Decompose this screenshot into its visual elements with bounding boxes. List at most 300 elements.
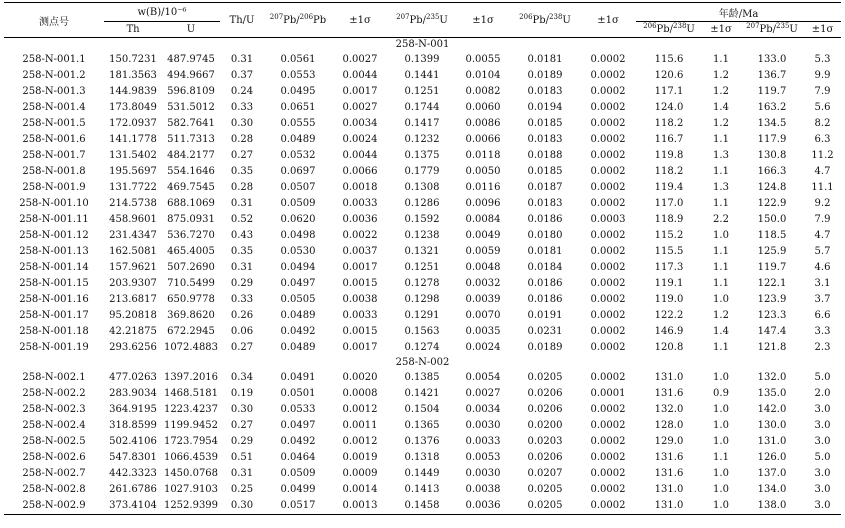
table-cell: 0.0207 bbox=[527, 468, 563, 479]
table-cell: 195.5697 bbox=[109, 166, 157, 177]
table-row bbox=[4, 100, 841, 116]
spot-id-cell: 258-N-001.11 bbox=[19, 214, 89, 225]
table-cell: 0.0035 bbox=[465, 326, 501, 337]
table-cell: 0.0002 bbox=[590, 484, 626, 495]
table-cell: 369.8620 bbox=[167, 310, 215, 321]
table-cell: 0.0187 bbox=[527, 182, 563, 193]
table-cell: 1.2 bbox=[713, 310, 729, 321]
table-cell: 0.0033 bbox=[465, 436, 501, 447]
table-cell: 0.0002 bbox=[590, 198, 626, 209]
table-cell: 119.1 bbox=[654, 278, 684, 289]
table-cell: 0.28 bbox=[230, 182, 254, 193]
table-cell: 0.43 bbox=[230, 230, 254, 241]
table-cell: 1.0 bbox=[713, 436, 729, 447]
table-cell: 163.2 bbox=[757, 102, 787, 113]
table-cell: 7.9 bbox=[814, 86, 831, 97]
table-cell: 502.4106 bbox=[109, 436, 157, 447]
table-cell: 0.0015 bbox=[342, 278, 378, 289]
table-row bbox=[4, 164, 841, 180]
table-cell: 293.6256 bbox=[109, 342, 157, 353]
table-cell: 318.8599 bbox=[109, 420, 157, 431]
table-cell: 0.0116 bbox=[465, 182, 501, 193]
table-row bbox=[4, 402, 841, 418]
spot-id-cell: 258-N-002.8 bbox=[22, 484, 86, 495]
table-cell: 1723.7954 bbox=[163, 436, 219, 447]
table-cell: 0.0038 bbox=[342, 294, 378, 305]
table-cell: 3.0 bbox=[814, 436, 831, 447]
table-cell: 0.0027 bbox=[342, 54, 378, 65]
table-cell: 0.25 bbox=[230, 484, 254, 495]
table-cell: 0.0002 bbox=[590, 500, 626, 511]
table-cell: 133.0 bbox=[757, 54, 787, 65]
table-row bbox=[4, 68, 841, 84]
table-cell: 0.0024 bbox=[342, 134, 378, 145]
table-cell: 4.7 bbox=[814, 166, 831, 177]
spot-id-cell: 258-N-001.6 bbox=[22, 134, 86, 145]
table-cell: 0.0497 bbox=[280, 420, 316, 431]
table-cell: 4.7 bbox=[814, 230, 831, 241]
table-cell: 0.0489 bbox=[280, 134, 316, 145]
table-cell: 0.0017 bbox=[342, 342, 378, 353]
table-row bbox=[4, 450, 841, 466]
table-cell: 0.1232 bbox=[404, 134, 440, 145]
table-cell: 1.4 bbox=[713, 102, 729, 113]
table-cell: 172.0937 bbox=[109, 118, 157, 129]
table-cell: 650.9778 bbox=[167, 294, 215, 305]
table-cell: 134.0 bbox=[757, 484, 787, 495]
table-cell: 3.0 bbox=[814, 404, 831, 415]
table-cell: 0.0499 bbox=[280, 484, 316, 495]
table-cell: 0.0507 bbox=[280, 182, 316, 193]
header-age-error-2: ±1σ bbox=[811, 24, 834, 35]
table-cell: 1.2 bbox=[713, 118, 729, 129]
table-cell: 554.1646 bbox=[167, 166, 215, 177]
table-cell: 121.8 bbox=[757, 342, 787, 353]
table-cell: 157.9621 bbox=[109, 262, 157, 273]
table-cell: 2.2 bbox=[713, 214, 729, 225]
spot-id-cell: 258-N-002.6 bbox=[22, 452, 86, 463]
table-cell: 0.52 bbox=[230, 214, 254, 225]
header-pb207-u235: $^{207}$Pb/$^{235}$U bbox=[396, 12, 448, 26]
table-cell: 141.1778 bbox=[109, 134, 157, 145]
table-cell: 4.6 bbox=[814, 262, 831, 273]
table-cell: 0.1385 bbox=[404, 372, 440, 383]
table-cell: 0.0186 bbox=[527, 278, 563, 289]
table-cell: 1.1 bbox=[713, 198, 729, 209]
table-cell: 507.2690 bbox=[167, 262, 215, 273]
table-row bbox=[4, 498, 841, 515]
table-cell: 119.7 bbox=[757, 262, 787, 273]
table-cell: 875.0931 bbox=[167, 214, 215, 225]
table-cell: 0.0561 bbox=[280, 54, 316, 65]
spot-id-cell: 258-N-001.4 bbox=[22, 102, 86, 113]
header-th-u: Th/U bbox=[229, 14, 255, 26]
table-cell: 0.0185 bbox=[527, 166, 563, 177]
table-cell: 511.7313 bbox=[167, 134, 215, 145]
table-cell: 122.9 bbox=[757, 198, 787, 209]
table-cell: 213.6817 bbox=[109, 294, 157, 305]
spot-id-cell: 258-N-001.1 bbox=[22, 54, 86, 65]
table-cell: 0.1298 bbox=[404, 294, 440, 305]
table-cell: 710.5499 bbox=[167, 278, 215, 289]
table-cell: 231.4347 bbox=[109, 230, 157, 241]
group-header-row bbox=[4, 356, 841, 370]
table-cell: 0.0096 bbox=[465, 198, 501, 209]
table-cell: 0.0206 bbox=[527, 388, 563, 399]
table-cell: 0.34 bbox=[230, 372, 254, 383]
table-cell: 1.1 bbox=[713, 452, 729, 463]
spot-id-cell: 258-N-002.1 bbox=[22, 372, 86, 383]
header-pb207-pb206: $^{207}$Pb/$^{206}$Pb bbox=[269, 12, 327, 26]
table-cell: 0.0033 bbox=[342, 198, 378, 209]
table-cell: 0.0002 bbox=[590, 230, 626, 241]
table-cell: 0.0053 bbox=[465, 452, 501, 463]
table-cell: 115.5 bbox=[654, 246, 684, 257]
table-cell: 131.0 bbox=[654, 484, 684, 495]
table-cell: 1.0 bbox=[713, 468, 729, 479]
table-cell: 0.0039 bbox=[465, 294, 501, 305]
table-cell: 465.4005 bbox=[167, 246, 215, 257]
table-cell: 1199.9452 bbox=[163, 420, 219, 431]
table-cell: 458.9601 bbox=[109, 214, 157, 225]
spot-id-cell: 258-N-001.17 bbox=[19, 310, 89, 321]
table-cell: 0.0017 bbox=[342, 86, 378, 97]
table-cell: 0.0027 bbox=[465, 388, 501, 399]
table-cell: 0.1504 bbox=[404, 404, 440, 415]
table-cell: 131.6 bbox=[654, 388, 684, 399]
table-cell: 1.2 bbox=[713, 70, 729, 81]
table-cell: 0.33 bbox=[230, 102, 254, 113]
table-cell: 1223.4237 bbox=[163, 404, 219, 415]
table-cell: 1027.9103 bbox=[163, 484, 219, 495]
table-cell: 1252.9399 bbox=[163, 500, 219, 511]
table-cell: 124.0 bbox=[654, 102, 684, 113]
table-cell: 123.9 bbox=[757, 294, 787, 305]
spot-id-cell: 258-N-001.9 bbox=[22, 182, 86, 193]
table-cell: 0.1744 bbox=[404, 102, 440, 113]
table-cell: 118.5 bbox=[757, 230, 787, 241]
table-cell: 0.0491 bbox=[280, 372, 316, 383]
table-cell: 0.0180 bbox=[527, 230, 563, 241]
table-cell: 0.0002 bbox=[590, 134, 626, 145]
table-cell: 0.0008 bbox=[342, 388, 378, 399]
table-cell: 122.1 bbox=[757, 278, 787, 289]
table-cell: 115.6 bbox=[654, 54, 684, 65]
table-cell: 0.0002 bbox=[590, 70, 626, 81]
table-cell: 128.0 bbox=[654, 420, 684, 431]
table-cell: 0.37 bbox=[230, 70, 254, 81]
table-cell: 0.0070 bbox=[465, 310, 501, 321]
table-cell: 1.1 bbox=[713, 278, 729, 289]
table-cell: 3.3 bbox=[814, 326, 831, 337]
table-row bbox=[4, 276, 841, 292]
table-cell: 0.0200 bbox=[527, 420, 563, 431]
table-cell: 0.0533 bbox=[280, 404, 316, 415]
table-row bbox=[4, 386, 841, 402]
table-cell: 147.4 bbox=[757, 326, 787, 337]
table-cell: 0.31 bbox=[230, 54, 254, 65]
spot-id-cell: 258-N-001.10 bbox=[19, 198, 89, 209]
table-row bbox=[4, 434, 841, 450]
table-cell: 0.0002 bbox=[590, 102, 626, 113]
table-cell: 0.0002 bbox=[590, 150, 626, 161]
table-cell: 126.0 bbox=[757, 452, 787, 463]
table-cell: 0.1291 bbox=[404, 310, 440, 321]
table-row bbox=[4, 370, 841, 386]
table-cell: 117.1 bbox=[654, 86, 684, 97]
table-cell: 0.31 bbox=[230, 262, 254, 273]
header-error-2: ±1σ bbox=[472, 14, 494, 26]
table-cell: 0.0002 bbox=[590, 54, 626, 65]
table-cell: 0.0036 bbox=[342, 214, 378, 225]
table-cell: 0.0181 bbox=[527, 246, 563, 257]
header-spot: 测点号 bbox=[39, 16, 69, 28]
table-cell: 0.0492 bbox=[280, 326, 316, 337]
table-cell: 0.0001 bbox=[590, 388, 626, 399]
table-cell: 0.0205 bbox=[527, 500, 563, 511]
table-cell: 125.9 bbox=[757, 246, 787, 257]
table-cell: 0.29 bbox=[230, 278, 254, 289]
group-label: 258-N-001 bbox=[395, 39, 450, 50]
table-cell: 117.0 bbox=[654, 198, 684, 209]
table-cell: 6.6 bbox=[814, 310, 831, 321]
table-cell: 469.7545 bbox=[167, 182, 215, 193]
table-cell: 0.0009 bbox=[342, 468, 378, 479]
table-cell: 0.0017 bbox=[342, 262, 378, 273]
table-row bbox=[4, 292, 841, 308]
table-cell: 124.8 bbox=[757, 182, 787, 193]
spot-id-cell: 258-N-001.5 bbox=[22, 118, 86, 129]
table-cell: 0.0186 bbox=[527, 214, 563, 225]
table-cell: 0.0203 bbox=[527, 436, 563, 447]
table-cell: 0.0066 bbox=[342, 166, 378, 177]
table-cell: 0.0055 bbox=[465, 54, 501, 65]
table-cell: 1.1 bbox=[713, 342, 729, 353]
table-cell: 0.0002 bbox=[590, 420, 626, 431]
table-cell: 5.3 bbox=[814, 54, 831, 65]
group-header-row bbox=[4, 38, 841, 53]
spot-id-cell: 258-N-001.14 bbox=[19, 262, 89, 273]
table-cell: 0.0509 bbox=[280, 198, 316, 209]
table-cell: 144.9839 bbox=[109, 86, 157, 97]
spot-id-cell: 258-N-002.4 bbox=[22, 420, 86, 431]
table-row bbox=[4, 180, 841, 196]
table-row bbox=[4, 244, 841, 260]
spot-id-cell: 258-N-001.2 bbox=[22, 70, 86, 81]
table-cell: 5.0 bbox=[814, 452, 831, 463]
table-cell: 0.0494 bbox=[280, 262, 316, 273]
table-cell: 138.0 bbox=[757, 500, 787, 511]
table-cell: 166.3 bbox=[757, 166, 787, 177]
header-age-206-238: $^{206}$Pb/$^{238}$U bbox=[643, 22, 695, 35]
table-cell: 0.0019 bbox=[342, 452, 378, 463]
table-cell: 3.7 bbox=[814, 294, 831, 305]
table-row bbox=[4, 148, 841, 164]
spot-id-cell: 258-N-002.9 bbox=[22, 500, 86, 511]
table-cell: 0.0024 bbox=[465, 342, 501, 353]
table-cell: 1397.2016 bbox=[163, 372, 219, 383]
table-cell: 117.9 bbox=[757, 134, 787, 145]
table-cell: 0.29 bbox=[230, 436, 254, 447]
table-cell: 130.0 bbox=[757, 420, 787, 431]
table-row bbox=[4, 466, 841, 482]
table-cell: 0.0002 bbox=[590, 86, 626, 97]
table-cell: 8.2 bbox=[814, 118, 831, 129]
table-cell: 0.0048 bbox=[465, 262, 501, 273]
table-cell: 0.0104 bbox=[465, 70, 501, 81]
table-cell: 1.4 bbox=[713, 326, 729, 337]
table-cell: 0.0497 bbox=[280, 278, 316, 289]
table-cell: 162.5081 bbox=[109, 246, 157, 257]
table-cell: 203.9307 bbox=[109, 278, 157, 289]
spot-id-cell: 258-N-001.16 bbox=[19, 294, 89, 305]
table-cell: 0.1251 bbox=[404, 86, 440, 97]
table-cell: 0.0002 bbox=[590, 182, 626, 193]
table-row bbox=[4, 324, 841, 340]
table-cell: 0.1251 bbox=[404, 262, 440, 273]
table-cell: 9.9 bbox=[814, 70, 831, 81]
table-cell: 7.9 bbox=[814, 214, 831, 225]
table-cell: 136.7 bbox=[757, 70, 787, 81]
table-cell: 0.0495 bbox=[280, 86, 316, 97]
spot-id-cell: 258-N-001.12 bbox=[19, 230, 89, 241]
table-body bbox=[4, 38, 841, 515]
table-cell: 0.0034 bbox=[465, 404, 501, 415]
table-cell: 1.1 bbox=[713, 262, 729, 273]
table-cell: 119.4 bbox=[654, 182, 684, 193]
table-cell: 0.0020 bbox=[342, 372, 378, 383]
table-cell: 0.0002 bbox=[590, 294, 626, 305]
table-cell: 118.9 bbox=[654, 214, 684, 225]
table-cell: 2.3 bbox=[814, 342, 831, 353]
table-cell: 120.8 bbox=[654, 342, 684, 353]
table-cell: 547.8301 bbox=[109, 452, 157, 463]
table-row bbox=[4, 418, 841, 434]
table-cell: 0.0505 bbox=[280, 294, 316, 305]
table-cell: 0.1458 bbox=[404, 500, 440, 511]
table-cell: 173.8049 bbox=[109, 102, 157, 113]
table-cell: 137.0 bbox=[757, 468, 787, 479]
table-cell: 672.2945 bbox=[167, 326, 215, 337]
table-cell: 131.0 bbox=[757, 436, 787, 447]
table-cell: 0.31 bbox=[230, 468, 254, 479]
table-cell: 0.1417 bbox=[404, 118, 440, 129]
table-cell: 0.0553 bbox=[280, 70, 316, 81]
table-cell: 582.7641 bbox=[167, 118, 215, 129]
table-row bbox=[4, 132, 841, 148]
table-cell: 0.0002 bbox=[590, 278, 626, 289]
table-row bbox=[4, 228, 841, 244]
table-row bbox=[4, 196, 841, 212]
table-cell: 0.0060 bbox=[465, 102, 501, 113]
table-cell: 0.0002 bbox=[590, 436, 626, 447]
table-cell: 0.0183 bbox=[527, 134, 563, 145]
table-cell: 0.1238 bbox=[404, 230, 440, 241]
table-cell: 1468.5181 bbox=[163, 388, 219, 399]
table-cell: 0.0082 bbox=[465, 86, 501, 97]
header-th: Th bbox=[126, 24, 140, 35]
table-cell: 146.9 bbox=[654, 326, 684, 337]
table-cell: 0.0509 bbox=[280, 468, 316, 479]
table-cell: 181.3563 bbox=[109, 70, 157, 81]
header-age-207-235: $^{207}$Pb/$^{235}$U bbox=[746, 22, 798, 35]
table-cell: 142.0 bbox=[757, 404, 787, 415]
table-cell: 0.1286 bbox=[404, 198, 440, 209]
table-cell: 116.7 bbox=[654, 134, 684, 145]
spot-id-cell: 258-N-002.2 bbox=[22, 388, 86, 399]
table-cell: 0.0018 bbox=[342, 182, 378, 193]
table-cell: 0.0517 bbox=[280, 500, 316, 511]
table-cell: 0.0191 bbox=[527, 310, 563, 321]
header-age: 年龄/Ma bbox=[636, 3, 841, 22]
table-cell: 134.5 bbox=[757, 118, 787, 129]
spot-id-cell: 258-N-002.5 bbox=[22, 436, 86, 447]
table-cell: 0.0038 bbox=[465, 484, 501, 495]
table-cell: 0.1274 bbox=[404, 342, 440, 353]
header-pb206-u238: $^{206}$Pb/$^{238}$U bbox=[519, 12, 571, 26]
table-cell: 123.3 bbox=[757, 310, 787, 321]
table-cell: 477.0263 bbox=[109, 372, 157, 383]
table-cell: 0.1413 bbox=[404, 484, 440, 495]
table-cell: 119.0 bbox=[654, 294, 684, 305]
table-cell: 3.0 bbox=[814, 468, 831, 479]
table-cell: 0.0002 bbox=[590, 246, 626, 257]
spot-id-cell: 258-N-001.18 bbox=[19, 326, 89, 337]
table-cell: 0.0185 bbox=[527, 118, 563, 129]
table-cell: 0.28 bbox=[230, 134, 254, 145]
table-cell: 0.0002 bbox=[590, 310, 626, 321]
table-cell: 1.0 bbox=[713, 500, 729, 511]
header-u: U bbox=[186, 24, 196, 35]
table-cell: 0.0501 bbox=[280, 388, 316, 399]
table-cell: 261.6786 bbox=[109, 484, 157, 495]
table-cell: 1.1 bbox=[713, 246, 729, 257]
table-cell: 1.1 bbox=[713, 134, 729, 145]
table-cell: 0.33 bbox=[230, 294, 254, 305]
table-cell: 442.3323 bbox=[109, 468, 157, 479]
table-cell: 5.0 bbox=[814, 372, 831, 383]
table-row bbox=[4, 212, 841, 228]
table-cell: 1072.4883 bbox=[163, 342, 219, 353]
table-cell: 0.0059 bbox=[465, 246, 501, 257]
table-cell: 214.5738 bbox=[109, 198, 157, 209]
table-cell: 0.1592 bbox=[404, 214, 440, 225]
spot-id-cell: 258-N-002.3 bbox=[22, 404, 86, 415]
spot-id-cell: 258-N-002.7 bbox=[22, 468, 86, 479]
table-cell: 0.0027 bbox=[342, 102, 378, 113]
table-cell: 531.5012 bbox=[167, 102, 215, 113]
table-cell: 0.0002 bbox=[590, 326, 626, 337]
header-w-content: w(B)/10⁻⁶ bbox=[104, 3, 220, 22]
table-cell: 129.0 bbox=[654, 436, 684, 447]
table-cell: 2.0 bbox=[814, 388, 831, 399]
table-cell: 1.1 bbox=[713, 166, 729, 177]
table-cell: 0.0049 bbox=[465, 230, 501, 241]
table-cell: 0.0188 bbox=[527, 150, 563, 161]
table-cell: 0.27 bbox=[230, 150, 254, 161]
header-error-3: ±1σ bbox=[597, 14, 619, 26]
table-cell: 0.0034 bbox=[342, 118, 378, 129]
table-cell: 0.0002 bbox=[590, 468, 626, 479]
table-cell: 0.0032 bbox=[465, 278, 501, 289]
table-cell: 1066.4539 bbox=[163, 452, 219, 463]
table-cell: 6.3 bbox=[814, 134, 831, 145]
table-cell: 0.0532 bbox=[280, 150, 316, 161]
table-cell: 131.5402 bbox=[109, 150, 157, 161]
spot-id-cell: 258-N-001.13 bbox=[19, 246, 89, 257]
table-cell: 0.0489 bbox=[280, 342, 316, 353]
table-cell: 0.0013 bbox=[342, 500, 378, 511]
